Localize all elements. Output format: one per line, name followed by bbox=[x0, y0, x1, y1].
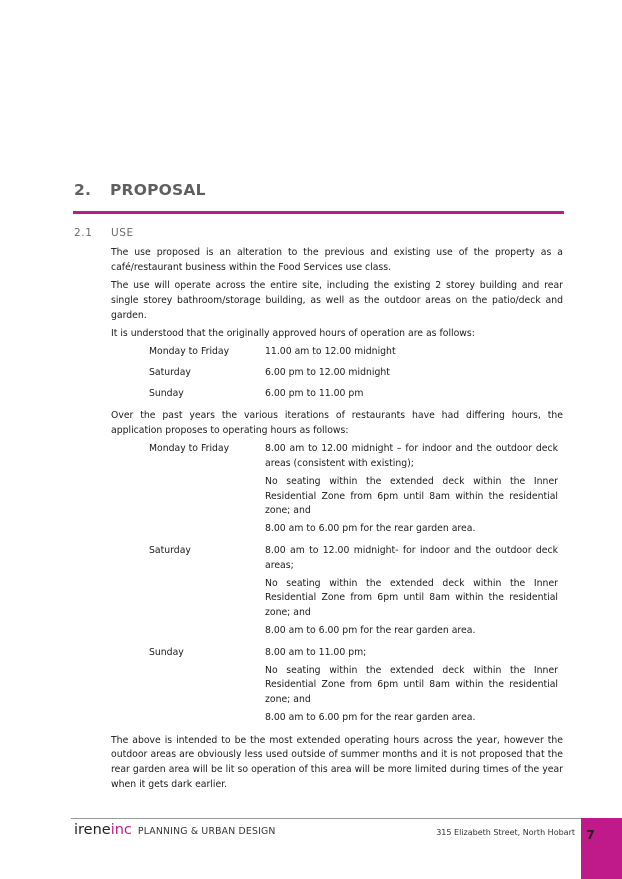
brand-tagline: PLANNING & URBAN DESIGN bbox=[137, 826, 276, 837]
proposed-day: Saturday bbox=[149, 544, 191, 556]
proposed-hours-line: No seating within the extended deck within the Inner Residential Zone from 6pm until 8am within the residential zone; and bbox=[265, 664, 558, 706]
proposed-day: Sunday bbox=[149, 646, 184, 658]
paragraph-proposed-intro: Over the past years the various iterations of restaurants have had differing hours, the application proposes to operating hours as follows: bbox=[111, 410, 563, 436]
section-heading bbox=[74, 181, 206, 199]
section-number: 2. bbox=[74, 181, 92, 199]
footer-divider bbox=[71, 818, 581, 819]
proposed-hours-group bbox=[149, 442, 563, 540]
proposed-hours-line: No seating within the extended deck within the Inner Residential Zone from 6pm until 8am within the residential zone; and bbox=[265, 577, 558, 619]
approved-day: Monday to Friday bbox=[149, 346, 230, 358]
paragraph-closing: The above is intended to be the most extended operating hours across the year, however the outdoor areas are obviously less used outside of summer months and it is not proposed that the rear garden area will be lit so operation of this area will be more limited during times of the year when it gets dark earlier. bbox=[111, 734, 563, 791]
proposed-hours-group bbox=[149, 544, 563, 642]
proposed-hours-line: 8.00 am to 11.00 pm; bbox=[265, 646, 367, 658]
proposed-hours-line: No seating within the extended deck within the Inner Residential Zone from 6pm until 8am within the residential zone; and bbox=[265, 475, 558, 517]
body-text bbox=[111, 246, 563, 796]
proposed-hours-list bbox=[149, 442, 563, 729]
footer-address: 315 Elizabeth Street, North Hobart bbox=[436, 828, 575, 837]
section-divider bbox=[73, 211, 564, 214]
approved-hours-row bbox=[149, 366, 563, 381]
approved-hours-row bbox=[149, 345, 563, 360]
page-number-tab bbox=[581, 818, 622, 879]
page-number: 7 bbox=[586, 828, 595, 842]
paragraph-approved-intro: It is understood that the originally approved hours of operation are as follows: bbox=[111, 327, 475, 339]
proposed-hours-group bbox=[149, 646, 563, 729]
brand-logo bbox=[74, 822, 276, 838]
approved-time: 6.00 pm to 11.00 pm bbox=[265, 388, 364, 400]
approved-hours-row bbox=[149, 387, 563, 402]
approved-day: Saturday bbox=[149, 367, 191, 379]
subsection-number: 2.1 bbox=[74, 227, 93, 239]
brand-name-accent: inc bbox=[110, 822, 132, 838]
paragraph-site-extent: The use will operate across the entire site, including the existing 2 storey building and rear single storey bathroom/storage building, as well as the outdoor areas on the patio/deck and garden. bbox=[111, 280, 563, 321]
paragraph-use-proposed: The use proposed is an alteration to the previous and existing use of the property as a café/restaurant business within the Food Services use class. bbox=[111, 247, 563, 273]
subsection-heading bbox=[74, 227, 134, 239]
proposed-hours-line: 8.00 am to 12.00 midnight – for indoor and the outdoor deck areas (consistent with existing); bbox=[265, 443, 558, 469]
proposed-hours-line: 8.00 am to 6.00 pm for the rear garden area. bbox=[265, 624, 476, 636]
proposed-hours-line: 8.00 am to 6.00 pm for the rear garden area. bbox=[265, 711, 476, 723]
subsection-title: USE bbox=[111, 227, 134, 239]
brand-name: irene bbox=[74, 822, 111, 838]
proposed-day: Monday to Friday bbox=[149, 443, 230, 455]
proposed-hours-line: 8.00 am to 6.00 pm for the rear garden area. bbox=[265, 523, 476, 535]
approved-time: 6.00 pm to 12.00 midnight bbox=[265, 367, 390, 379]
approved-time: 11.00 am to 12.00 midnight bbox=[265, 346, 396, 358]
approved-day: Sunday bbox=[149, 388, 184, 400]
approved-hours-list bbox=[149, 345, 563, 402]
section-title: PROPOSAL bbox=[110, 181, 206, 199]
proposed-hours-line: 8.00 am to 12.00 midnight- for indoor and the outdoor deck areas; bbox=[265, 544, 558, 571]
